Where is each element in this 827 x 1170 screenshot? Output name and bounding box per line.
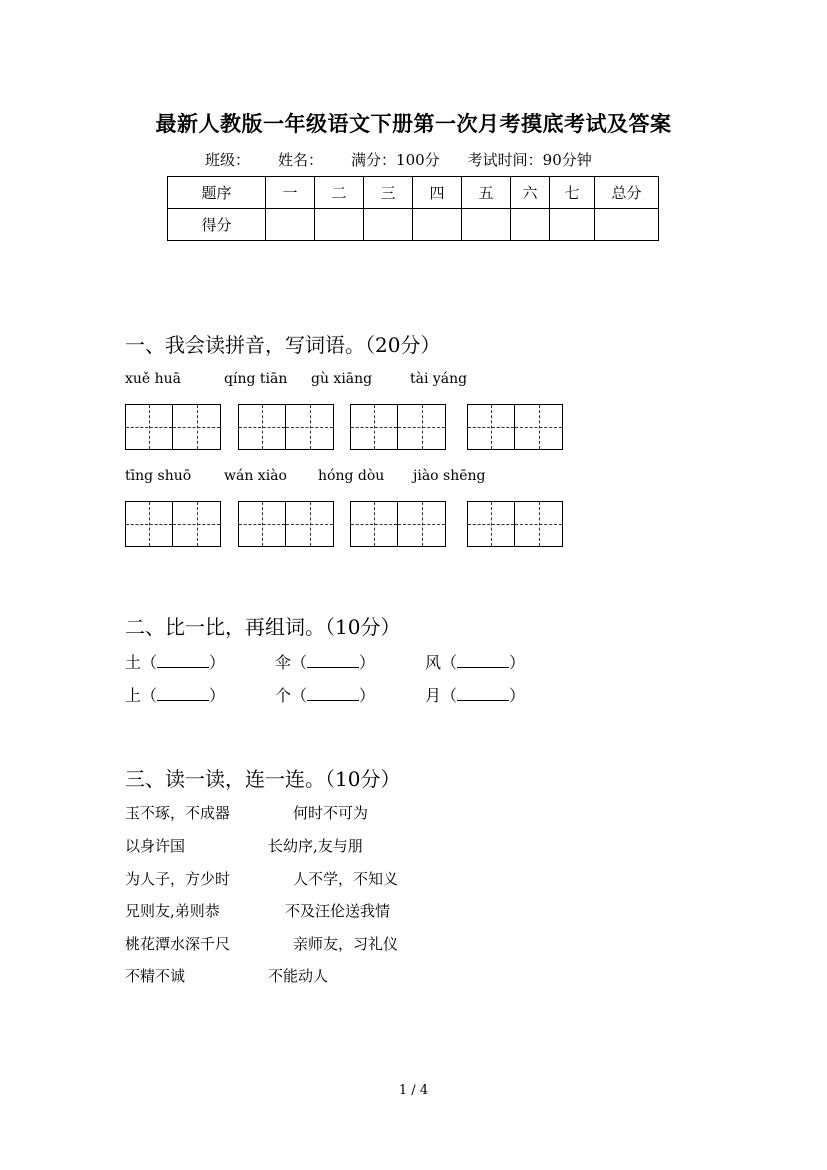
table-cell: 六 bbox=[511, 177, 550, 209]
match-right-item[interactable]: 长幼序,友与朋 bbox=[268, 837, 363, 855]
writing-grid[interactable] bbox=[238, 501, 334, 547]
score-entry-cell[interactable] bbox=[266, 209, 315, 241]
table-row bbox=[168, 177, 659, 209]
full-score: 满分：100分 bbox=[351, 151, 440, 169]
table-cell: 四 bbox=[413, 177, 462, 209]
writing-grid[interactable] bbox=[350, 501, 446, 547]
writing-grid[interactable] bbox=[238, 404, 334, 450]
pinyin-label: tài yáng bbox=[410, 371, 468, 387]
compare-char: 风 bbox=[425, 653, 442, 672]
compare-item[interactable]: 土（ ） bbox=[125, 653, 226, 672]
table-row bbox=[168, 209, 659, 241]
answer-blank[interactable] bbox=[157, 653, 209, 668]
pinyin-label: wán xiào bbox=[224, 468, 287, 484]
match-left-item[interactable]: 兄则友,弟则恭 bbox=[125, 902, 220, 920]
writing-grid[interactable] bbox=[350, 404, 446, 450]
compare-char: 土 bbox=[125, 653, 142, 672]
answer-blank[interactable] bbox=[457, 686, 509, 701]
score-table bbox=[167, 176, 659, 241]
match-left-item[interactable]: 桃花潭水深千尺 bbox=[125, 935, 231, 953]
score-entry-cell[interactable] bbox=[511, 209, 550, 241]
match-right-item[interactable]: 人不学，不知义 bbox=[293, 870, 399, 888]
table-cell: 总分 bbox=[595, 177, 659, 209]
score-entry-cell[interactable] bbox=[462, 209, 511, 241]
exam-info bbox=[205, 149, 592, 170]
answer-blank[interactable] bbox=[157, 686, 209, 701]
table-cell: 得分 bbox=[168, 209, 266, 241]
section-2-title: 二、比一比，再组词。（10分） bbox=[125, 615, 401, 639]
table-cell: 一 bbox=[266, 177, 315, 209]
pinyin-label: qíng tiān bbox=[224, 371, 288, 387]
compare-item[interactable]: 风（ ） bbox=[425, 653, 526, 672]
answer-blank[interactable] bbox=[307, 686, 359, 701]
writing-grid[interactable] bbox=[467, 404, 563, 450]
compare-char: 上 bbox=[125, 686, 142, 705]
pinyin-label: gù xiāng bbox=[311, 371, 373, 387]
match-left-item[interactable]: 以身许国 bbox=[125, 837, 186, 855]
score-entry-cell[interactable] bbox=[364, 209, 413, 241]
name-label: 姓名： bbox=[278, 151, 324, 169]
page-number: 1 / 4 bbox=[398, 1083, 429, 1098]
answer-blank[interactable] bbox=[307, 653, 359, 668]
compare-item[interactable]: 上（ ） bbox=[125, 686, 226, 705]
answer-blank[interactable] bbox=[457, 653, 509, 668]
match-left-item[interactable]: 玉不琢，不成器 bbox=[125, 804, 231, 822]
compare-item[interactable]: 个（ ） bbox=[275, 686, 376, 705]
page-title: 最新人教版一年级语文下册第一次月考摸底考试及答案 bbox=[155, 111, 672, 136]
score-entry-cell[interactable] bbox=[315, 209, 364, 241]
match-left-item[interactable]: 为人子，方少时 bbox=[125, 870, 231, 888]
writing-grid[interactable] bbox=[125, 404, 221, 450]
section-1-title: 一、我会读拼音，写词语。（20分） bbox=[125, 333, 441, 357]
match-right-item[interactable]: 何时不可为 bbox=[293, 804, 369, 822]
writing-grid[interactable] bbox=[467, 501, 563, 547]
pinyin-label: xuě huā bbox=[125, 371, 182, 387]
score-entry-cell[interactable] bbox=[550, 209, 595, 241]
match-left-item[interactable]: 不精不诚 bbox=[125, 967, 186, 985]
pinyin-label: jiào shēng bbox=[413, 468, 486, 484]
match-right-item[interactable]: 不及汪伦送我情 bbox=[285, 902, 391, 920]
table-cell: 五 bbox=[462, 177, 511, 209]
score-entry-cell[interactable] bbox=[595, 209, 659, 241]
score-entry-cell[interactable] bbox=[413, 209, 462, 241]
section-3-title: 三、读一读，连一连。（10分） bbox=[125, 767, 401, 791]
match-right-item[interactable]: 亲师友，习礼仪 bbox=[293, 935, 399, 953]
compare-char: 伞 bbox=[275, 653, 292, 672]
compare-item[interactable]: 月（ ） bbox=[425, 686, 526, 705]
writing-grid[interactable] bbox=[125, 501, 221, 547]
compare-char: 个 bbox=[275, 686, 292, 705]
table-cell: 二 bbox=[315, 177, 364, 209]
pinyin-label: hóng dòu bbox=[318, 468, 385, 484]
match-right-item[interactable]: 不能动人 bbox=[268, 967, 329, 985]
table-cell: 题序 bbox=[168, 177, 266, 209]
pinyin-label: tīng shuō bbox=[125, 468, 192, 484]
compare-item[interactable]: 伞（ ） bbox=[275, 653, 376, 672]
table-cell: 三 bbox=[364, 177, 413, 209]
exam-time: 考试时间：90分钟 bbox=[467, 151, 592, 169]
table-cell: 七 bbox=[550, 177, 595, 209]
compare-char: 月 bbox=[425, 686, 442, 705]
class-label: 班级： bbox=[205, 151, 251, 169]
